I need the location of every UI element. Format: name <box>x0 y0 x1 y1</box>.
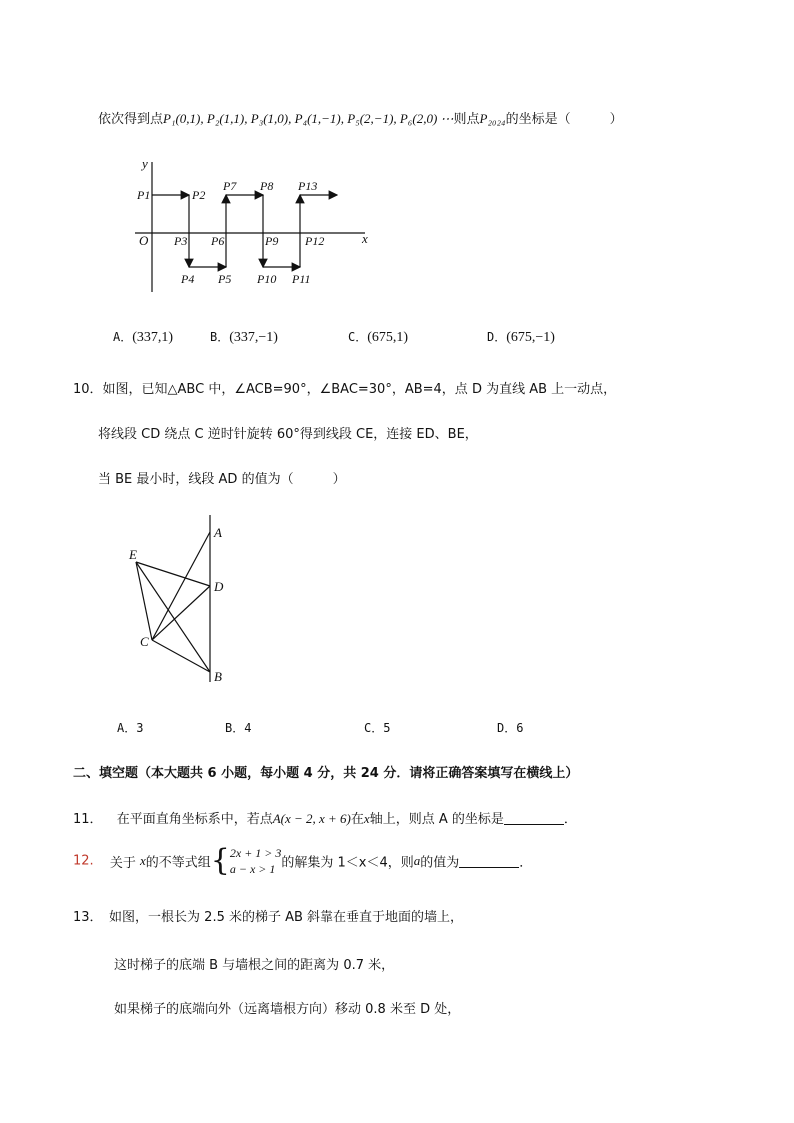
q12-var-a: a <box>413 853 421 868</box>
q11-text-mid: 在 <box>350 812 364 827</box>
label-P3: P3 <box>174 234 188 248</box>
q10-line1: 10．如图，已知△ABC 中，∠ACB=90°，∠BAC=30°，AB=4，点 D 为直线 AB 上一动点， <box>73 382 617 397</box>
q9-stem-prefix: 依次得到点 <box>98 112 164 127</box>
section-title: 二、填空题（本大题共 6 小题，每小题 4 分，共 24 分．请将正确答案填写在横线上） <box>73 766 579 781</box>
q11 <box>73 808 577 827</box>
q10-figure <box>125 510 235 690</box>
q9-option-c[interactable]: C．(675,1) <box>348 330 409 345</box>
label-P6: P6 <box>211 234 225 248</box>
q10-option-c[interactable]: C．5 <box>364 721 391 735</box>
label-P10: P10 <box>257 272 277 286</box>
q12-answer-blank[interactable] <box>459 855 519 868</box>
label-P2: P2 <box>192 188 206 202</box>
q12-text-end: 的值为 <box>420 855 460 871</box>
q11-text-after: 轴上，则点 A 的坐标是 <box>369 812 504 827</box>
q12-var-x: x <box>139 853 146 868</box>
q10-option-b[interactable]: B．4 <box>225 721 252 735</box>
q9-option-a[interactable]: A．(337,1) <box>113 330 174 345</box>
label-P13: P13 <box>298 179 318 193</box>
label-P5: P5 <box>218 272 232 286</box>
q12-text-mid: 的不等式组 <box>145 855 211 871</box>
q12-system <box>230 845 282 877</box>
q10-option-a[interactable]: A．3 <box>117 721 144 735</box>
label-D: D <box>214 579 224 594</box>
q12-ineq2: a − x > 1 <box>229 862 276 876</box>
q10-line2: 将线段 CD 绕点 C 逆时针旋转 60°得到线段 CE，连接 ED、BE， <box>98 427 478 442</box>
q12-number: 12. <box>73 853 94 869</box>
label-P7: P7 <box>223 179 237 193</box>
q12 <box>73 845 532 877</box>
q12-text-after: 的解集为 1＜x＜4，则 <box>281 855 414 871</box>
q10-option-d[interactable]: D．6 <box>497 721 524 735</box>
q9-points-list: P₁(0,1), P₂(1,1), P₃(1,0), P₄(1,−1), P₅(2,−1), P₆(2,0) ⋯ <box>163 111 454 126</box>
q11-number: 11． <box>73 812 103 827</box>
q12-ineq1: 2x + 1 > 3 <box>229 846 282 860</box>
label-P9: P9 <box>265 234 279 248</box>
y-axis-label: y <box>142 156 148 171</box>
q13-line2: 这时梯子的底端 B 与墙根之间的距离为 0.7 米， <box>114 958 395 973</box>
q9-stem-suffix: 的坐标是（ ） <box>505 112 623 127</box>
q13-line3: 如果梯子的底端向外（远离墙根方向）移动 0.8 米至 D 处， <box>114 1002 461 1017</box>
q9-stem <box>98 108 623 127</box>
q9-stem-mid: 则点 <box>453 112 480 127</box>
q12-end: ． <box>519 855 533 871</box>
q11-text-before: 在平面直角坐标系中，若点 <box>116 812 273 827</box>
label-E: E <box>129 547 137 562</box>
label-C: C <box>140 634 149 649</box>
label-A: A <box>214 525 222 540</box>
label-P8: P8 <box>260 179 274 193</box>
label-P11: P11 <box>292 272 311 286</box>
q11-end: ． <box>563 812 577 827</box>
q12-brace: { <box>210 843 230 878</box>
x-axis-label: x <box>362 231 368 246</box>
q9-figure <box>125 152 385 297</box>
q9-target-point: P₂₀₂₄ <box>479 111 506 126</box>
q10-line3: 当 BE 最小时，线段 AD 的值为（ ） <box>98 472 346 487</box>
q13-line1: 13． 如图，一根长为 2.5 米的梯子 AB 斜靠在垂直于地面的墙上， <box>73 910 464 925</box>
label-P12: P12 <box>305 234 325 248</box>
label-P1: P1 <box>137 188 151 202</box>
q12-text-before: 关于 <box>109 855 136 871</box>
label-B: B <box>214 669 222 684</box>
q11-point: A(x − 2, x + 6) <box>272 811 351 826</box>
label-P4: P4 <box>181 272 195 286</box>
q9-option-b[interactable]: B．(337,−1) <box>210 330 278 345</box>
q11-axis: x <box>363 811 370 826</box>
q9-option-d[interactable]: D．(675,−1) <box>487 330 555 345</box>
origin-label: O <box>139 233 149 248</box>
q11-answer-blank[interactable] <box>504 812 564 825</box>
